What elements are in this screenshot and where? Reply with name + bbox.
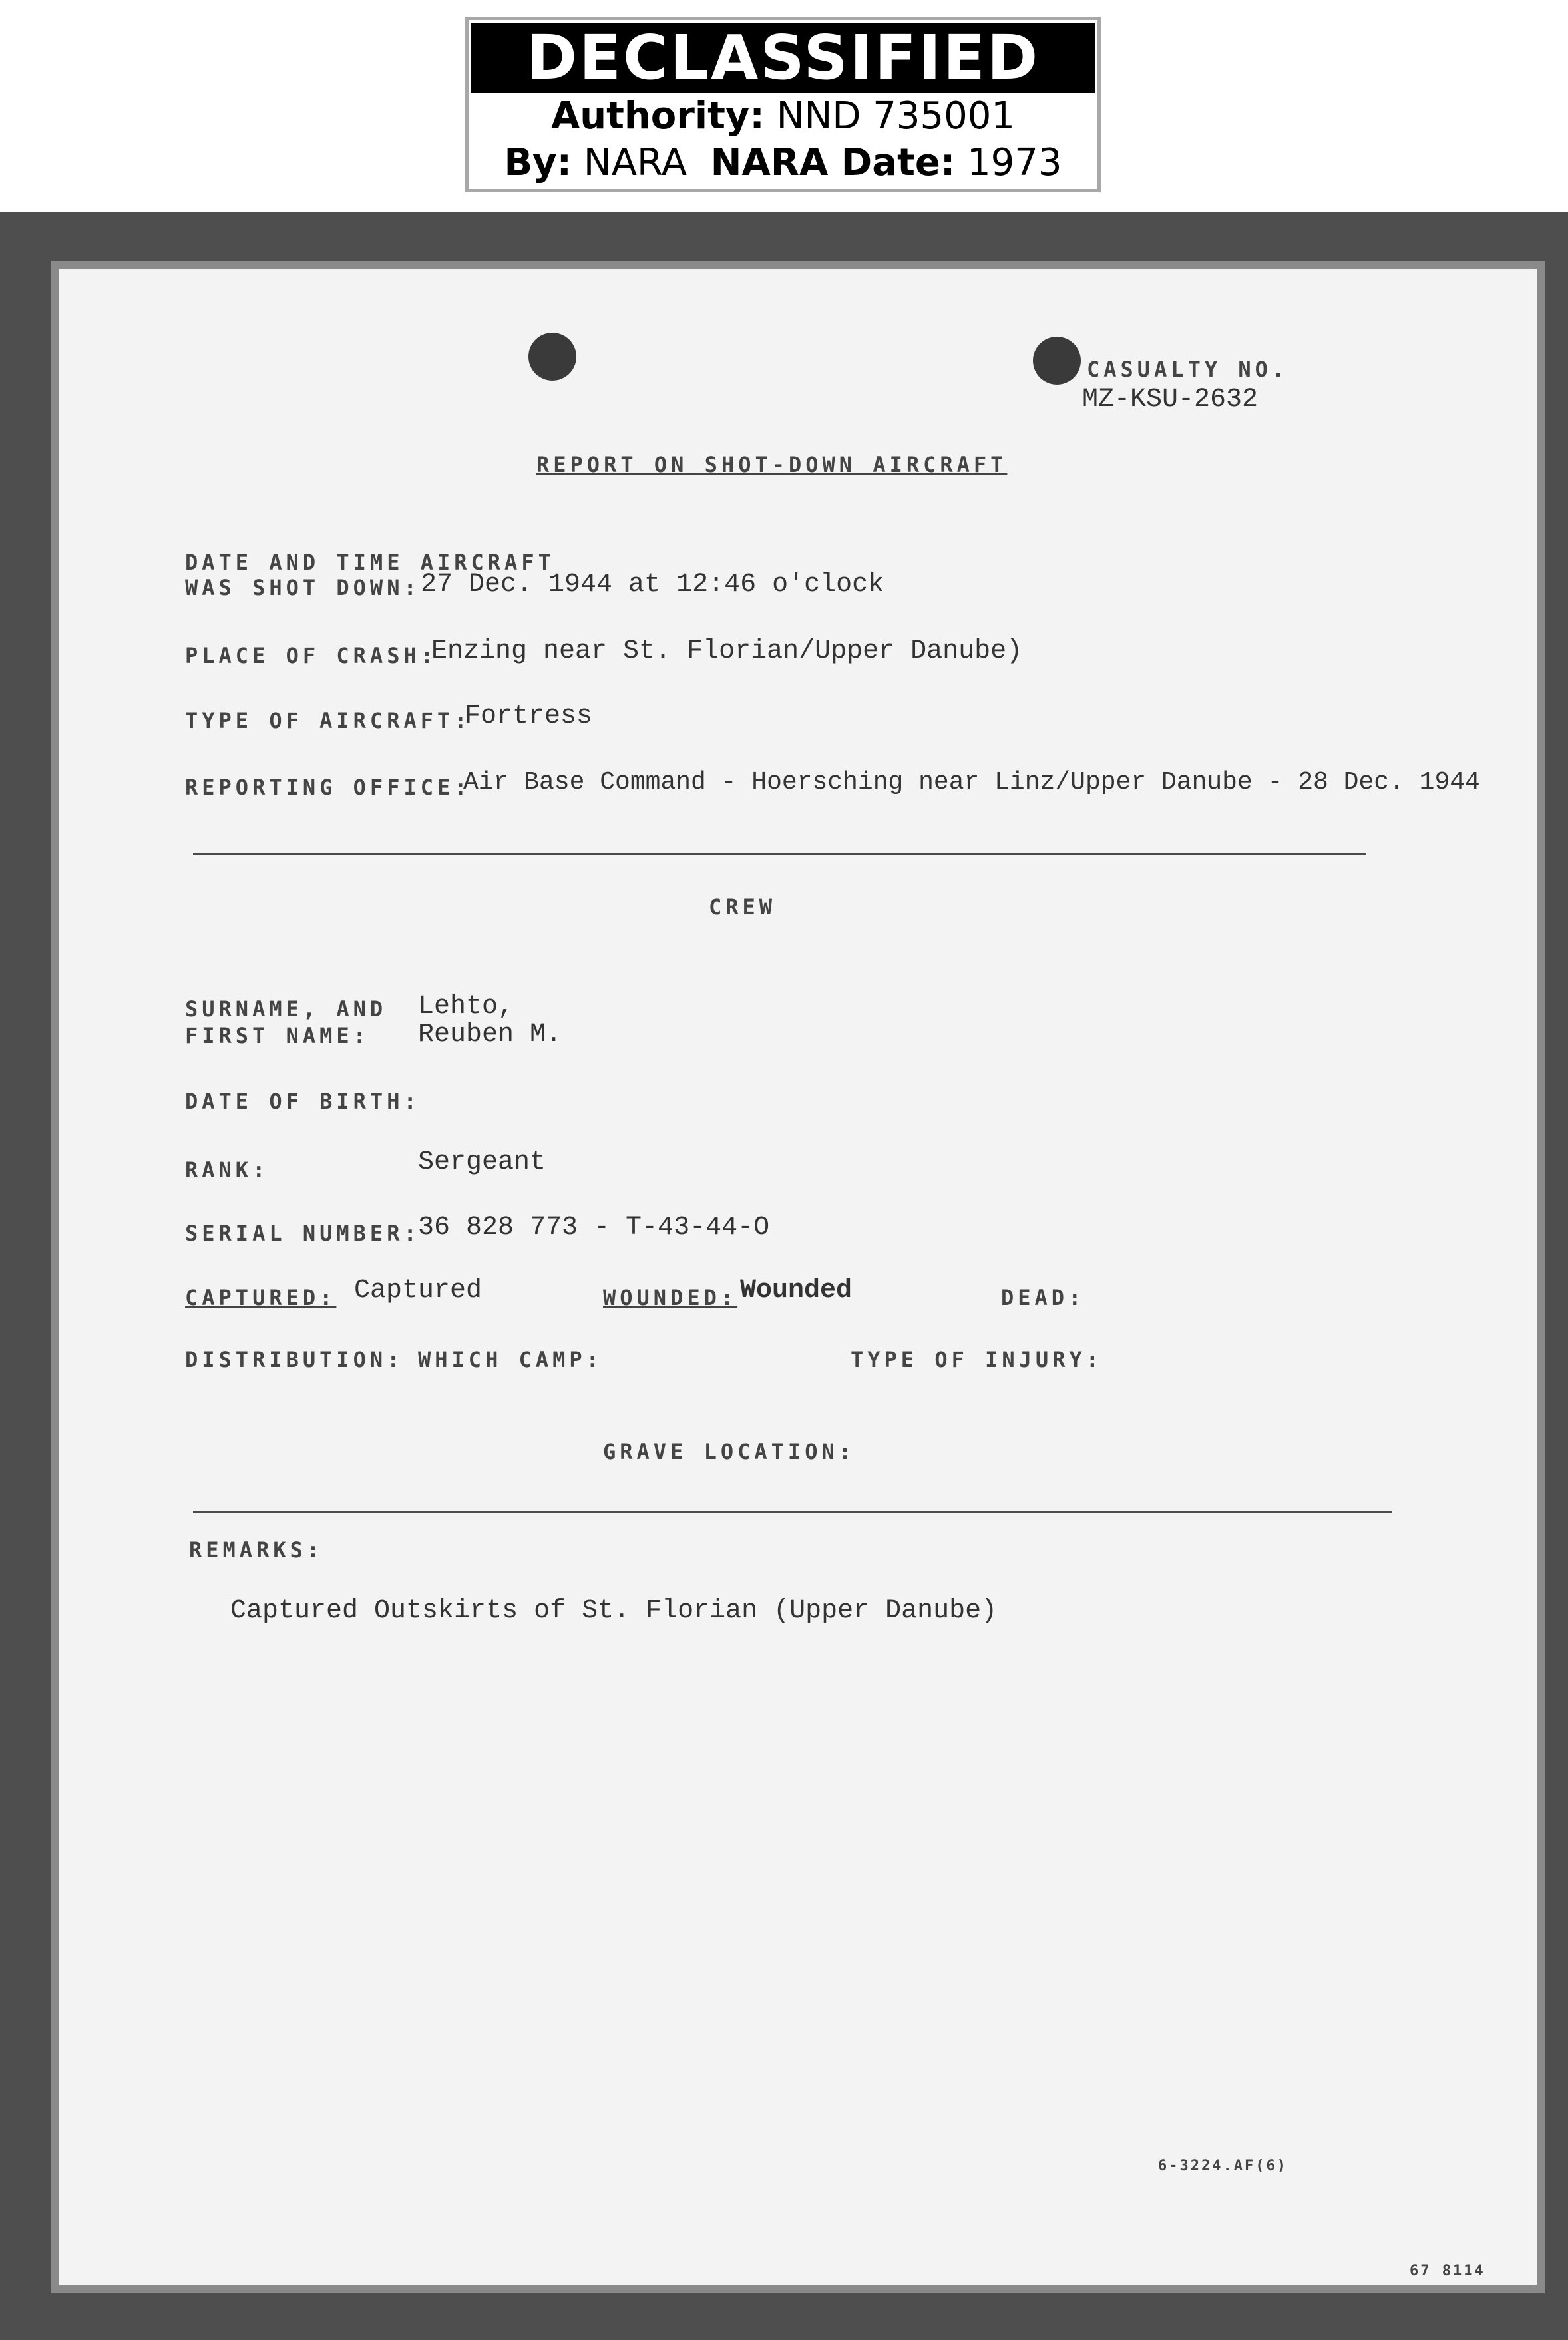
date-time-value: 27 Dec. 1944 at 12:46 o'clock: [421, 570, 884, 600]
punch-hole-left: [528, 333, 576, 381]
grave-location-label: GRAVE LOCATION:: [603, 1439, 855, 1464]
type-of-injury-label: TYPE OF INJURY:: [851, 1347, 1103, 1372]
captured-label: CAPTURED:: [185, 1285, 337, 1310]
scanned-document: [0, 212, 1568, 2340]
casualty-number: MZ-KSU-2632: [1082, 385, 1259, 415]
crew-heading: CREW: [709, 894, 777, 920]
stamp-by-value: NARA: [583, 141, 687, 184]
divider-bottom: [193, 1511, 1392, 1513]
surname-value: Lehto,: [418, 992, 514, 1022]
corner-mark: 67 8114: [1410, 2263, 1485, 2279]
remarks-label: REMARKS:: [189, 1537, 324, 1563]
stamp-authority-line: [469, 93, 1097, 140]
first-name-value: Reuben M.: [418, 1020, 562, 1050]
stamp-by-line: [469, 140, 1097, 186]
dead-label: DEAD:: [1001, 1285, 1085, 1310]
stamp-authority-value: NND 735001: [776, 95, 1016, 138]
stamp-by-label: By:: [504, 141, 572, 184]
declassified-stamp: [465, 17, 1101, 192]
place-of-crash-value: Enzing near St. Florian/Upper Danube): [431, 636, 1023, 666]
paper-sheet: [59, 269, 1537, 2285]
form-number: 6-3224.AF(6): [1158, 2158, 1288, 2174]
date-of-birth-label: DATE OF BIRTH:: [185, 1089, 421, 1114]
date-time-label-1: DATE AND TIME AIRCRAFT: [185, 550, 555, 575]
serial-number-value: 36 828 773 - T-43-44-O: [418, 1213, 770, 1243]
type-of-aircraft-label: TYPE OF AIRCRAFT:: [185, 708, 471, 733]
wounded-value: Wounded: [740, 1276, 853, 1306]
reporting-office-value: Air Base Command - Hoersching near Linz/Upper Danube - 28 Dec. 1944: [463, 768, 1480, 797]
stamp-title: DECLASSIFIED: [471, 23, 1095, 93]
which-camp-label: WHICH CAMP:: [418, 1347, 603, 1372]
report-title: REPORT ON SHOT-DOWN AIRCRAFT: [536, 452, 1008, 477]
rank-label: RANK:: [185, 1157, 270, 1183]
serial-number-label: SERIAL NUMBER:: [185, 1221, 421, 1246]
type-of-aircraft-value: Fortress: [465, 701, 593, 731]
rank-value: Sergeant: [418, 1147, 546, 1177]
surname-label-2: FIRST NAME:: [185, 1023, 370, 1048]
divider-top: [193, 853, 1366, 855]
distribution-label: DISTRIBUTION:: [185, 1347, 404, 1372]
place-of-crash-label: PLACE OF CRASH:: [185, 643, 437, 668]
date-time-label-2: WAS SHOT DOWN:: [185, 575, 421, 600]
reporting-office-label: REPORTING OFFICE:: [185, 775, 471, 800]
punch-hole-right: [1033, 337, 1081, 385]
surname-label-1: SURNAME, AND: [185, 996, 387, 1022]
wounded-label: WOUNDED:: [603, 1285, 738, 1310]
stamp-date-label: NARA Date:: [710, 141, 956, 184]
captured-value: Captured: [354, 1276, 483, 1306]
casualty-label: CASUALTY NO.: [1087, 357, 1289, 382]
stamp-date-value: 1973: [967, 141, 1062, 184]
stamp-authority-label: Authority:: [550, 95, 765, 138]
remarks-value: Captured Outskirts of St. Florian (Upper Danube): [230, 1596, 998, 1626]
